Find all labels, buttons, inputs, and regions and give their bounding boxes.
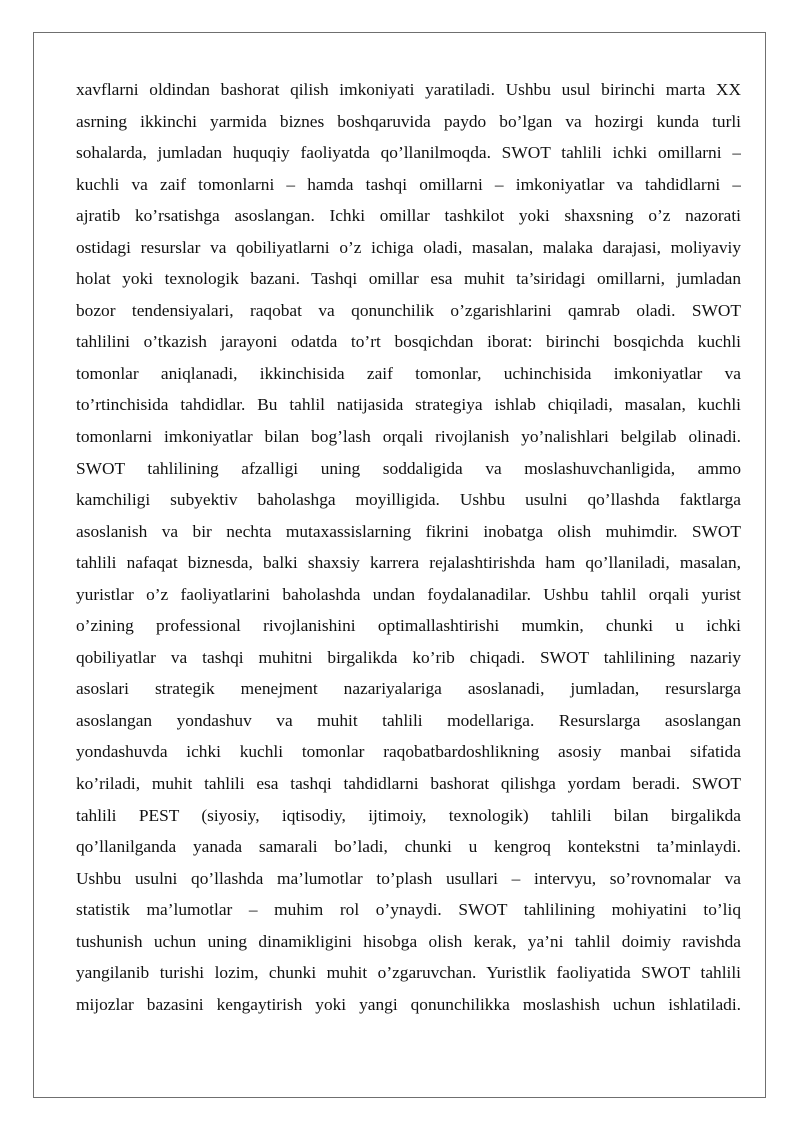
text-line: tahlilini o’tkazish jarayoni odatda to’rt bosqichdan iborat: birinchi bosqichda kuchli <box>76 332 741 352</box>
text-line: sohalarda, jumladan huquqiy faoliyatda qo’llanilmoqda. SWOT tahlili ichki omillarni – <box>76 143 741 163</box>
text-line: o’zining professional rivojlanishini optimallashtirishi mumkin, chunki u ichki <box>76 616 741 636</box>
text-line: ajratib ko’rsatishga asoslangan. Ichki omillar tashkilot yoki shaxsning o’z nazorati <box>76 206 741 226</box>
text-line: ko’riladi, muhit tahlili esa tashqi tahdidlarni bashorat qilishga yordam beradi. SWOT <box>76 774 741 794</box>
text-line: asoslari strategik menejment nazariyalariga asoslanadi, jumladan, resurslarga <box>76 679 741 699</box>
text-line: xavflarni oldindan bashorat qilish imkoniyati yaratiladi. Ushbu usul birinchi marta XX <box>76 80 741 99</box>
text-line: mijozlar bazasini kengaytirish yoki yangi qonunchilikka moslashish uchun ishlatiladi. <box>76 994 741 1014</box>
text-line: tomonlar aniqlanadi, ikkinchisida zaif tomonlar, uchinchisida imkoniyatlar va <box>76 363 741 383</box>
text-line: statistik ma’lumotlar – muhim rol o’ynaydi. SWOT tahlilining mohiyatini to’liq <box>76 900 741 920</box>
text-line: ostidagi resurslar va qobiliyatlarni o’z ichiga oladi, masalan, malaka darajasi, moliyaviy <box>76 237 741 257</box>
text-line: bozor tendensiyalari, raqobat va qonunchilik o’zgarishlarini qamrab oladi. SWOT <box>76 300 741 320</box>
text-line: yangilanib turishi lozim, chunki muhit o’zgaruvchan. Yuristlik faoliyatida SWOT tahlili <box>76 963 741 983</box>
text-line: Ushbu usulni qo’llashda ma’lumotlar to’plash usullari – intervyu, so’rovnomalar va <box>76 868 741 888</box>
text-line: asoslanish va bir nechta mutaxassislarning fikrini inobatga olish muhimdir. SWOT <box>76 521 741 541</box>
text-line: qobiliyatlar va tashqi muhitni birgalikda ko’rib chiqadi. SWOT tahlilining nazariy <box>76 647 741 667</box>
body-paragraph <box>76 74 741 1020</box>
text-line: tahlili nafaqat biznesda, balki shaxsiy karrera rejalashtirishda ham qo’llaniladi, masalan, <box>76 553 741 573</box>
text-line: tahlili PEST (siyosiy, iqtisodiy, ijtimoiy, texnologik) tahlili bilan birgalikda <box>76 805 741 825</box>
text-line: holat yoki texnologik bazani. Tashqi omillar esa muhit ta’siridagi omillarni, jumladan <box>76 269 741 289</box>
text-line: qo’llanilganda yanada samarali bo’ladi, chunki u kengroq kontekstni ta’minlaydi. <box>76 837 741 857</box>
text-line: asrning ikkinchi yarmida biznes boshqaruvida paydo bo’lgan va hozirgi kunda turli <box>76 111 741 131</box>
text-line: kamchiligi subyektiv baholashga moyilligida. Ushbu usulni qo’llashda faktlarga <box>76 490 741 510</box>
text-line: yondashuvda ichki kuchli tomonlar raqobatbardoshlikning asosiy manbai sifatida <box>76 742 741 762</box>
text-line: tomonlarni imkoniyatlar bilan bog’lash orqali rivojlanish yo’nalishlari belgilab olinadi. <box>76 427 741 447</box>
text-line: asoslangan yondashuv va muhit tahlili modellariga. Resurslarga asoslangan <box>76 710 741 730</box>
text-line: tushunish uchun uning dinamikligini hisobga olish kerak, ya’ni tahlil doimiy ravishda <box>76 931 741 951</box>
text-line: to’rtinchisida tahdidlar. Bu tahlil natijasida strategiya ishlab chiqiladi, masalan, kuchli <box>76 395 741 415</box>
text-line: SWOT tahlilining afzalligi uning soddaligida va moslashuvchanligida, ammo <box>76 458 741 478</box>
text-line: kuchli va zaif tomonlarni – hamda tashqi omillarni – imkoniyatlar va tahdidlarni – <box>76 174 741 194</box>
text-line: yuristlar o’z faoliyatlarini baholashda undan foydalanadilar. Ushbu tahlil orqali yurist <box>76 584 741 604</box>
